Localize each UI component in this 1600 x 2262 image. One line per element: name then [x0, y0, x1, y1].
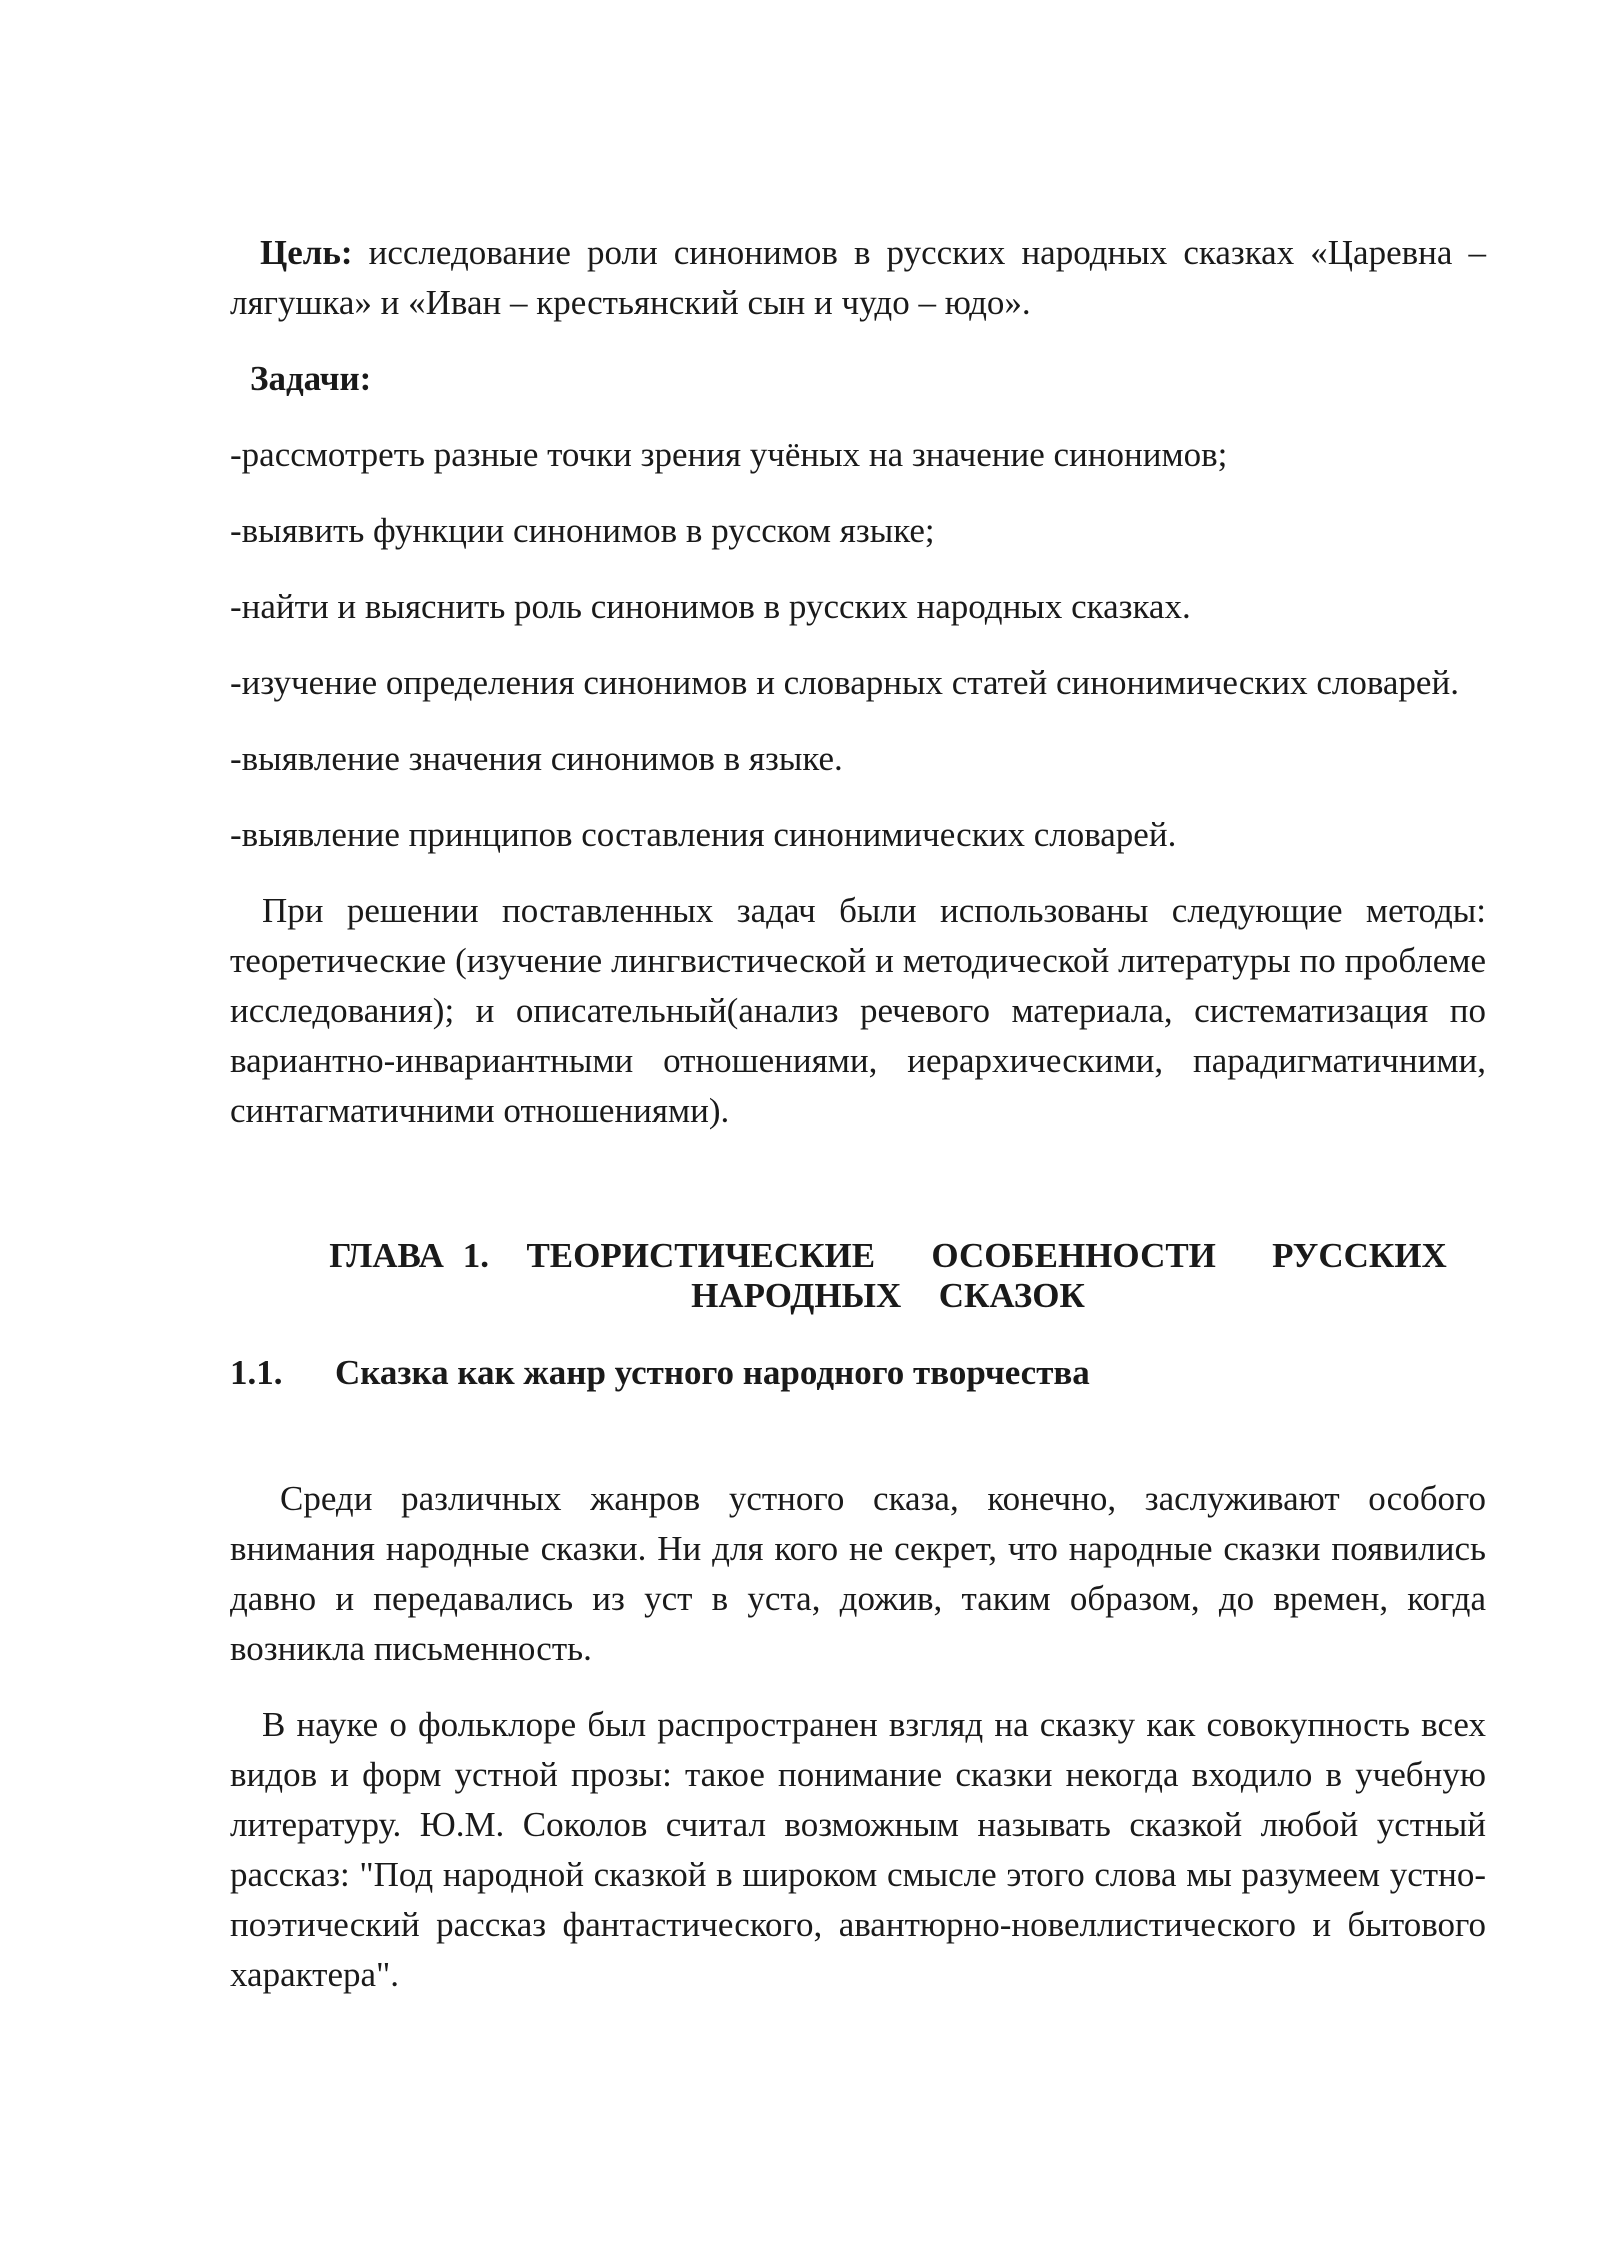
body-paragraph: В науке о фольклоре был распространен взгляд на сказку как совокупность всех видов и форм устной прозы: такое понимание сказки некогда входило в учебную литературу. Ю.М. Соколов считал возможным называть сказкой любой устный рассказ: "Под народной сказкой в широком смысле этого слова мы разумеем устно-поэтический рассказ фантастического, авантюрно-новеллистического и бытового характера". [230, 1705, 1486, 1994]
body-paragraph: Среди различных жанров устного сказа, конечно, заслуживают особого внимания народные сказки. Ни для кого не секрет, что народные сказки появились давно и передавались из уст в уста, дожив, таким образом, до времен, когда возникла письменность. [230, 1479, 1486, 1668]
section-number: 1.1. [230, 1353, 283, 1392]
page-content [230, 228, 1486, 2000]
goal-paragraph [230, 228, 1486, 328]
task-item: -изучение определения синонимов и словарных статей синонимических словарей. [230, 663, 1459, 702]
task-item: -выявление принципов составления синонимических словарей. [230, 815, 1177, 854]
task-item: -выявление значения синонимов в языке. [230, 739, 843, 778]
section-heading [230, 1348, 1486, 1398]
task-item: -найти и выяснить роль синонимов в русских народных сказках. [230, 587, 1191, 626]
task-item: -выявить функции синонимов в русском языке; [230, 511, 935, 550]
tasks-heading: Задачи: [250, 359, 372, 398]
methods-paragraph: При решении поставленных задач были использованы следующие методы: теоретические (изучение лингвистической и методической литературы по проблеме исследования); и описательный(анализ речевого материала, систематизация по вариантно-инвариантными отношениями, иерархическими, парадигматичними, синтагматичними отношениями). [230, 891, 1486, 1130]
chapter-heading-line-2: НАРОДНЫХ СКАЗОК [691, 1276, 1085, 1315]
section-title: Сказка как жанр устного народного творчества [335, 1353, 1090, 1392]
chapter-heading [230, 1236, 1486, 1316]
task-item: -рассмотреть разные точки зрения учёных на значение синонимов; [230, 435, 1228, 474]
chapter-heading-line-1: ГЛАВА 1. ТЕОРИСТИЧЕСКИЕ ОСОБЕННОСТИ РУССКИХ [329, 1236, 1447, 1275]
goal-label: Цель: [260, 233, 353, 272]
goal-text: исследование роли синонимов в русских народных сказках «Царевна – лягушка» и «Иван – крестьянский сын и чудо – юдо». [230, 233, 1486, 322]
